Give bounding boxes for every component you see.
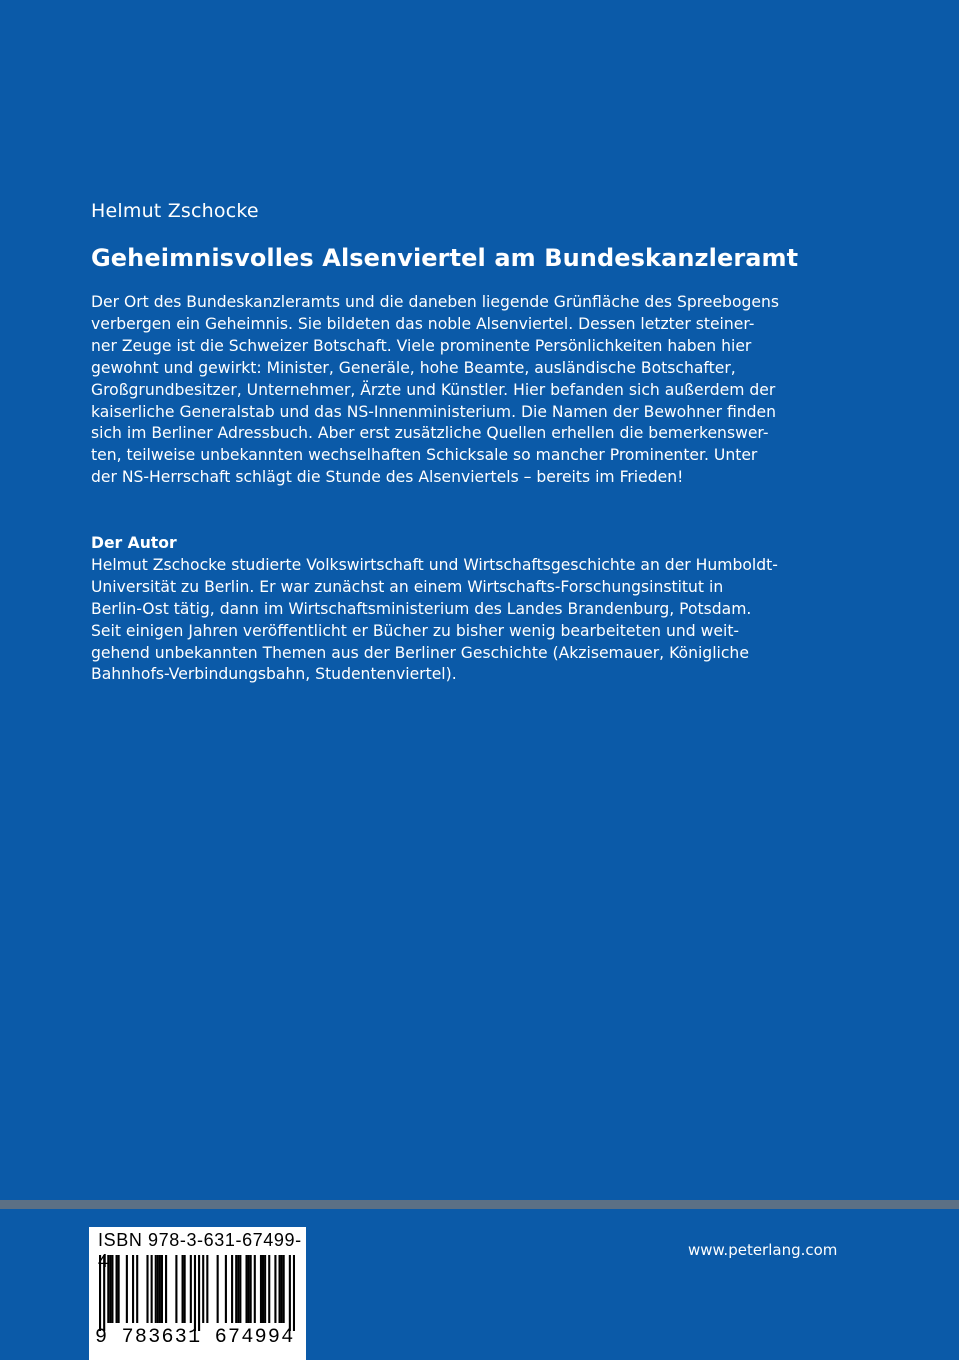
barcode-bar [99, 1255, 101, 1331]
barcode-bar [293, 1255, 295, 1331]
bio-line: Berlin-Ost tätig, dann im Wirtschaftsministerium des Landes Brandenburg, Potsdam. [91, 599, 752, 618]
divider-rule [0, 1200, 959, 1209]
barcode-bar [260, 1255, 262, 1323]
barcode-bar [109, 1255, 111, 1323]
barcode-bar [151, 1255, 153, 1323]
barcode-bar [116, 1255, 118, 1323]
barcode-bar [103, 1255, 105, 1331]
blurb-line: Der Ort des Bundeskanzleramts und die daneben liegende Grünfläche des Spreebogens [91, 293, 779, 311]
barcode-bar [118, 1255, 120, 1323]
barcode-bar [157, 1255, 159, 1323]
isbn-barcode [89, 1227, 306, 1360]
barcode-bar [274, 1255, 276, 1323]
ean-digits: 9 783631 674994 [95, 1326, 295, 1349]
barcode-bar [262, 1255, 264, 1323]
blurb-line: Großgrundbesitzer, Unternehmer, Ärzte und Künstler. Hier befanden sich außerdem der [91, 380, 776, 399]
barcode-bar [206, 1255, 208, 1323]
barcode-bar [237, 1255, 239, 1323]
barcode-bar [281, 1255, 283, 1323]
blurb-line: kaiserliche Generalstab und das NS-Innenministerium. Die Namen der Bewohner finden [91, 402, 777, 421]
barcode-bar [254, 1255, 256, 1323]
barcode-bar [159, 1255, 161, 1323]
author-name: Helmut Zschocke [91, 200, 259, 222]
bio-line: Helmut Zschocke studierte Volkswirtschaft und Wirtschaftsgeschichte an der Humboldt- [91, 555, 778, 574]
barcode-bar [231, 1255, 233, 1323]
barcode-bar [111, 1255, 113, 1323]
blurb-text [91, 292, 871, 489]
barcode-bar [198, 1255, 200, 1331]
barcode-bar [161, 1255, 163, 1323]
blurb-line: ner Zeuge ist die Schweizer Botschaft. Viele prominente Persönlichkeiten haben hier [91, 336, 752, 355]
barcode-bar [165, 1255, 167, 1323]
barcode-bar [190, 1255, 192, 1323]
barcode-bar [245, 1255, 247, 1323]
barcode-bar [107, 1255, 109, 1323]
barcode-bar [217, 1255, 219, 1323]
barcode-bar [235, 1255, 237, 1323]
bio-line: Bahnhofs-Verbindungsbahn, Studentenviertel). [91, 665, 457, 684]
blurb-line: sich im Berliner Adressbuch. Aber erst zusätzliche Quellen erhellen die bemerkenswer- [91, 424, 769, 443]
barcode-bar [175, 1255, 177, 1323]
blurb-line: ten, teilweise unbekannten wechselhaften Schicksale so mancher Prominenter. Unter [91, 446, 758, 465]
barcode-bar [202, 1255, 204, 1323]
barcode-bar [239, 1255, 241, 1323]
isbn-label: ISBN 978-3-631-67499- [98, 1230, 302, 1250]
bio-heading: Der Autor [91, 534, 177, 552]
blurb-line: gewohnt und gewirkt: Minister, Generäle, hohe Beamte, ausländische Botschafter, [91, 358, 736, 377]
barcode-bar [278, 1255, 280, 1323]
bio-line: Universität zu Berlin. Er war zunächst an einem Wirtschafts-Forschungsinstitut in [91, 577, 724, 596]
blurb-line: verbergen ein Geheimnis. Sie bildeten das noble Alsenviertel. Dessen letzter steiner- [91, 314, 755, 333]
barcode-bar [264, 1255, 266, 1323]
barcode-bar [194, 1255, 196, 1331]
barcode-bar [184, 1255, 186, 1323]
barcode-bar [250, 1255, 252, 1323]
barcode-bar [182, 1255, 184, 1323]
barcode-bar [225, 1255, 227, 1323]
barcode-bar [283, 1255, 285, 1323]
barcode-bar [289, 1255, 291, 1331]
book-title: Geheimnisvolles Alsenviertel am Bundeskanzleramt [91, 244, 799, 272]
barcode-bar [136, 1255, 138, 1323]
barcode-bar [268, 1255, 270, 1323]
barcode-bar [146, 1255, 148, 1323]
barcode-bar [248, 1255, 250, 1323]
publisher-url[interactable]: www.peterlang.com [688, 1241, 838, 1259]
blurb-line: der NS-Herrschaft schlägt die Stunde des Alsenviertels – bereits im Frieden! [91, 468, 684, 487]
barcode-bar [126, 1255, 128, 1323]
bio-line: gehend unbekannten Themen aus der Berliner Geschichte (Akzisemauer, Königliche [91, 643, 749, 662]
bio-line: Seit einigen Jahren veröffentlicht er Bücher zu bisher wenig bearbeiteten und weit- [91, 621, 740, 640]
barcode-bars [99, 1255, 295, 1331]
author-bio [91, 533, 871, 686]
barcode-bar [132, 1255, 134, 1323]
barcode-bar [155, 1255, 157, 1323]
